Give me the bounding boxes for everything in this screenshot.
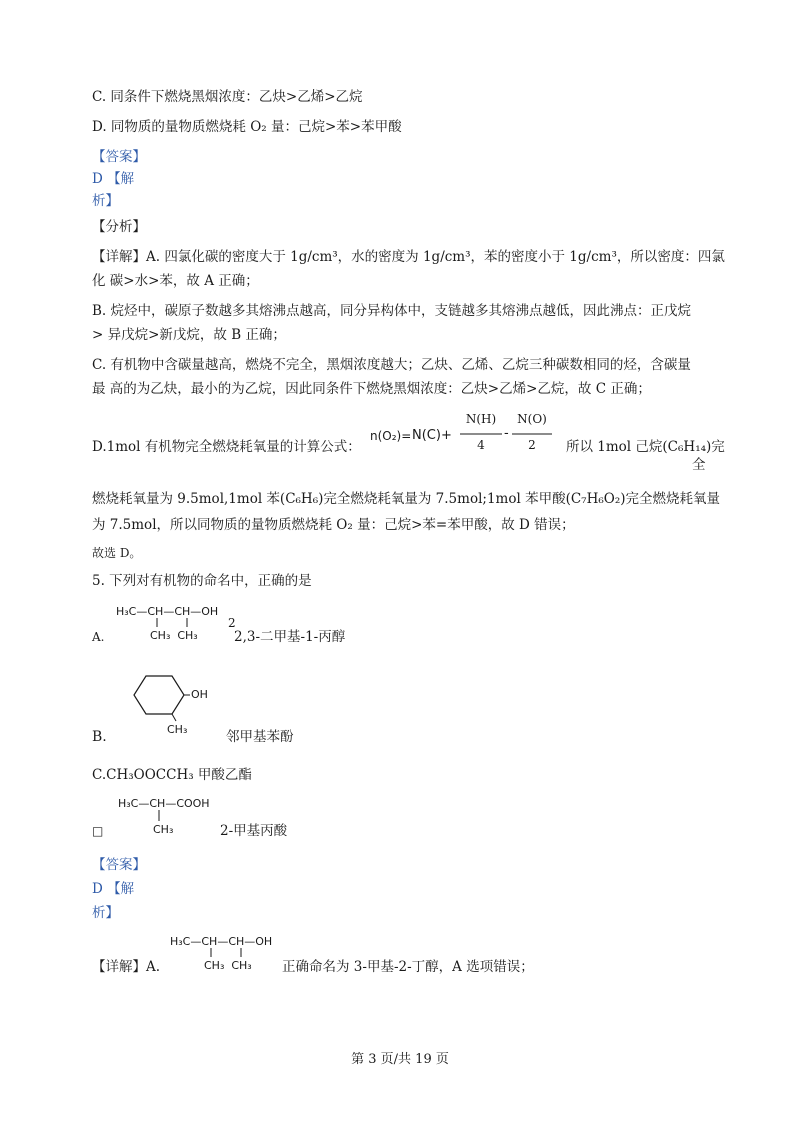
formula-denom-4: 4 bbox=[477, 438, 485, 452]
option-d-name: 2-甲基丙酸 bbox=[220, 823, 288, 839]
option-d-label: □ bbox=[92, 824, 104, 838]
question-5: 5. 下列对有机物的命名中，正确的是 bbox=[92, 573, 312, 589]
detail-c-line-1: C. 有机物中含碳量越高，燃烧不完全，黑烟浓度越大；乙炔、乙烯、乙烷三种碳数相同的烃，含碳量 bbox=[92, 357, 691, 373]
page-footer: 第 3 页/共 19 页 bbox=[351, 1052, 449, 1067]
struct-b-oh: OH bbox=[191, 688, 208, 701]
detail2-label: 【详解】A. bbox=[92, 959, 161, 975]
option-a-label: A. bbox=[92, 630, 105, 644]
answer-tag-2: 【答案】 bbox=[92, 857, 146, 873]
formula-no: N(O) bbox=[517, 412, 547, 426]
formula-denom-2: 2 bbox=[528, 438, 536, 452]
option-b-label: B. bbox=[92, 729, 107, 745]
detail-d-line-1: D.1mol 有机物完全燃烧耗氧量的计算公式： bbox=[92, 439, 361, 455]
cyclohexane-ring bbox=[132, 674, 192, 722]
formula-nh: N(H) bbox=[465, 412, 497, 426]
detail-d-line-3: 为 7.5mol，所以同物质的量物质燃烧耗 O₂ 量：己烷>苯=苯甲酸，故 D 错误； bbox=[92, 517, 575, 533]
answer-value-2: D 【解 bbox=[92, 881, 135, 897]
option-a-name: 2,3-二甲基-1-丙醇 bbox=[234, 629, 346, 645]
detail-d-tail: 所以 1mol 己烷(C₆H₁₄)完 bbox=[566, 439, 725, 455]
detail-b-line-1: B. 烷烃中，碳原子数越多其熔沸点越高，同分异构体中，支链越多其熔沸点越低，因此沸点：正戊烷 bbox=[92, 303, 692, 319]
answer-value-2-cont: 析】 bbox=[92, 905, 119, 921]
detail-c-line-2: 最 高的为乙炔，最小的为乙烷，因此同条件下燃烧黑烟浓度：乙炔>乙烯>乙烷，故 C 正确； bbox=[92, 381, 651, 397]
formula-minus: - bbox=[504, 426, 509, 441]
formula-prefix: n(O₂)= bbox=[370, 429, 412, 443]
option-b-name: 邻甲基苯酚 bbox=[226, 729, 294, 745]
option-d-text: D. 同物质的量物质燃烧耗 O₂ 量：己烷>苯>苯甲酸 bbox=[92, 119, 402, 135]
detail-a-line-2: 化 碳>水>苯，故 A 正确； bbox=[92, 273, 259, 289]
detail2-text: 正确命名为 3-甲基-2-丁醇，A 选项错误； bbox=[282, 959, 534, 975]
analysis-tag: 【分析】 bbox=[92, 219, 146, 235]
answer-tag: 【答案】 bbox=[92, 149, 146, 165]
struct-d-main: H₃C—CH—COOH bbox=[118, 797, 210, 810]
detail-a-line-1: 【详解】A. 四氯化碳的密度大于 1g/cm³，水的密度为 1g/cm³，苯的密度小于 1g/cm³，所以密度：四氯 bbox=[92, 249, 725, 265]
option-a-sup: 2 bbox=[228, 616, 236, 630]
option-c-text: C. 同条件下燃烧黑烟浓度：乙炔>乙烯>乙烷 bbox=[92, 89, 363, 105]
struct-a-sub: CH₃ CH₃ bbox=[150, 629, 198, 642]
answer-value-cont: 析】 bbox=[92, 193, 119, 209]
struct-a-main: H₃C—CH—CH—OH bbox=[116, 605, 219, 618]
option-c-line: C.CH₃OOCCH₃ 甲酸乙酯 bbox=[92, 767, 252, 783]
struct-e-sub: CH₃ CH₃ bbox=[204, 959, 252, 972]
detail-d-line-2: 燃烧耗氧量为 9.5mol,1mol 苯(C₆H₆)完全燃烧耗氧量为 7.5mol;1mol 苯甲酸(C₇H₆O₂)完全燃烧耗氧量 bbox=[92, 491, 721, 507]
struct-e-main: H₃C—CH—CH—OH bbox=[170, 935, 273, 948]
struct-b-ch3: CH₃ bbox=[167, 723, 188, 736]
formula-nc: N(C)+ bbox=[412, 428, 452, 443]
answer-value: D 【解 bbox=[92, 171, 135, 187]
detail-b-line-2: > 异戊烷>新戊烷，故 B 正确； bbox=[92, 327, 286, 343]
detail-d-tail-2: 全 bbox=[692, 457, 706, 473]
struct-d-sub: CH₃ bbox=[153, 823, 174, 836]
choose-text: 故选 D。 bbox=[92, 546, 142, 560]
